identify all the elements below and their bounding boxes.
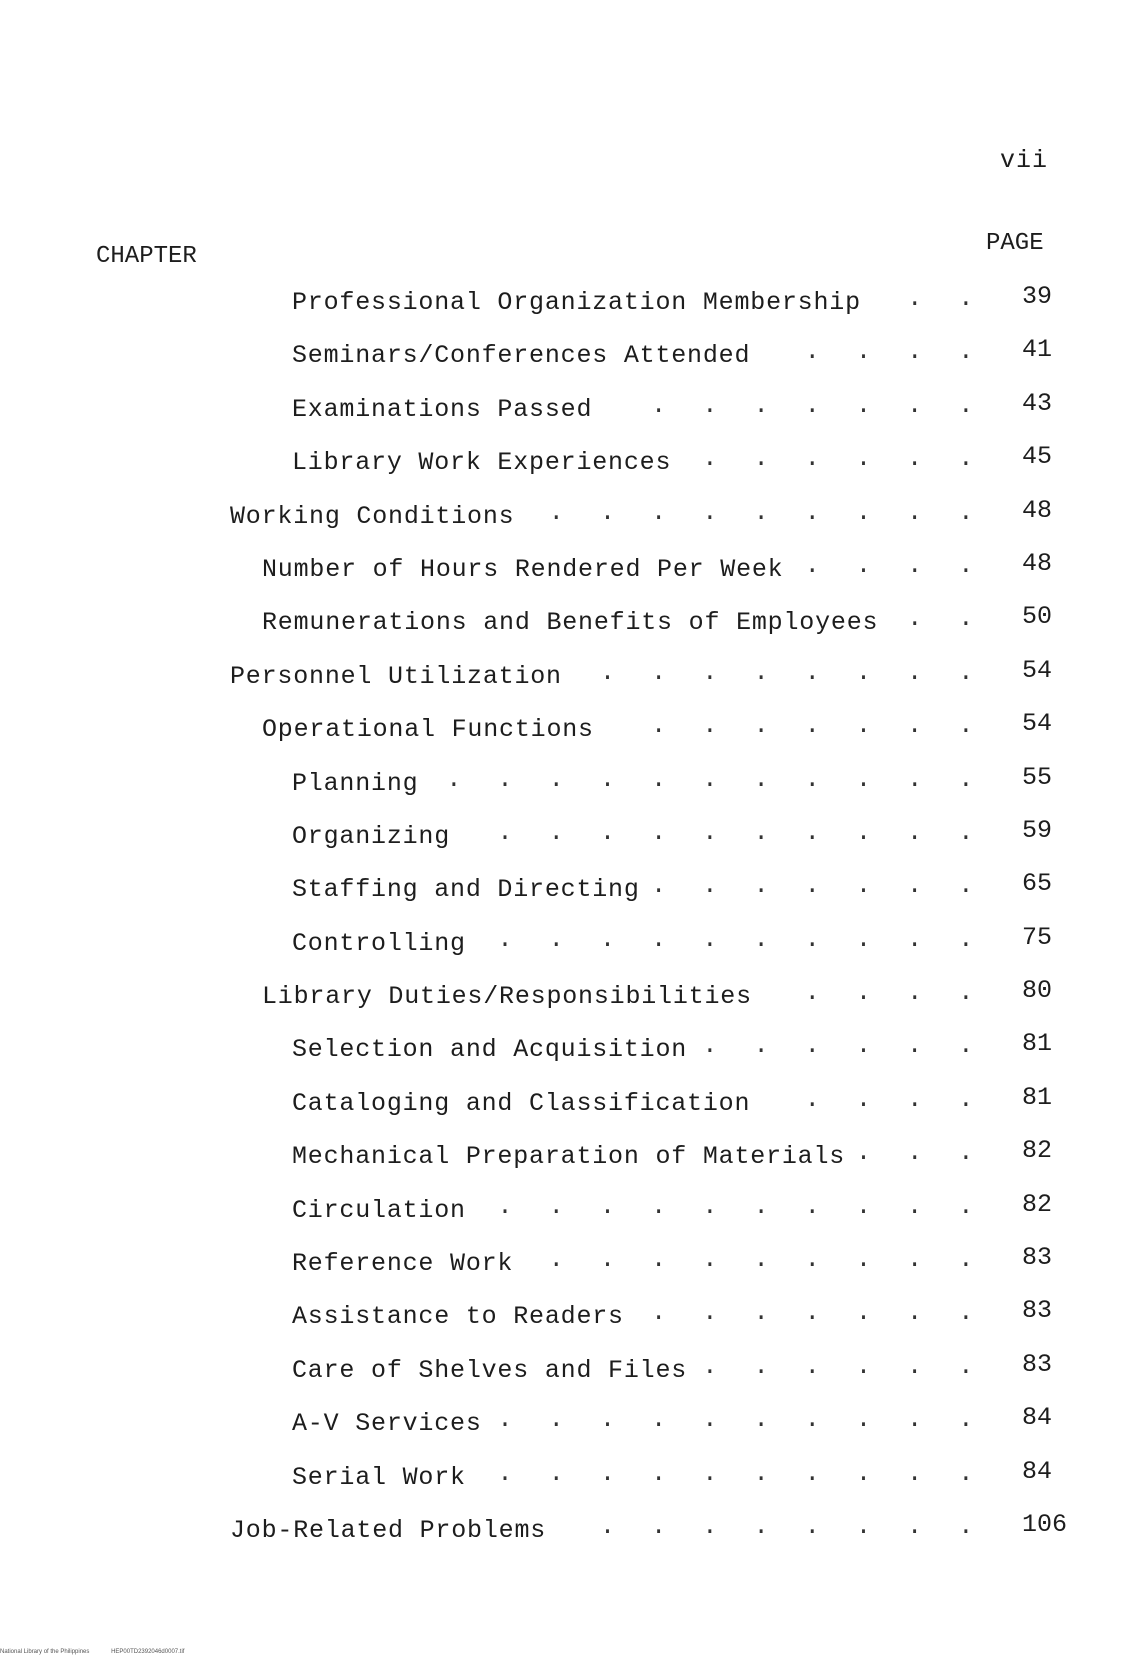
toc-entry[interactable] [0, 1083, 1144, 1136]
dot-leader: . . . . . . . . [599, 657, 984, 687]
dot-leader: . . . . . . . . . . [497, 1191, 984, 1221]
toc-entry-page: 82 [1022, 1189, 1053, 1219]
toc-entry-page: 54 [1022, 655, 1053, 685]
toc-entry-title: Cataloging and Classification [292, 1088, 751, 1118]
toc-entry[interactable] [0, 816, 1144, 869]
dot-leader: . . . . . . [702, 444, 984, 474]
toc-entry[interactable] [0, 549, 1144, 602]
dot-leader: . . . . . . . . . [548, 497, 984, 527]
toc-entry-title: Number of Hours Rendered Per Week [262, 554, 784, 584]
toc-entry-page: 106 [1022, 1509, 1068, 1539]
dot-leader: . . . . . . [702, 1031, 984, 1061]
toc-entry[interactable] [0, 656, 1144, 709]
toc-entry-page: 81 [1022, 1082, 1053, 1112]
dot-leader: . . . . . . . . [599, 1511, 984, 1541]
toc-entry-page: 50 [1022, 602, 1053, 632]
toc-entry[interactable] [0, 282, 1144, 335]
toc-entry-title: Professional Organization Membership [292, 288, 861, 317]
toc-entry-page: 83 [1022, 1243, 1053, 1273]
dot-leader: . . . . . . . [651, 1298, 984, 1328]
toc-entry-title: Care of Shelves and Files [292, 1355, 688, 1385]
toc-entry[interactable] [0, 1243, 1144, 1296]
toc-entry[interactable] [0, 1403, 1144, 1456]
toc-entry[interactable] [0, 1136, 1144, 1189]
dot-leader: . . . . . . . [651, 711, 984, 741]
dot-leader: . . . . . . . . . . [497, 1458, 984, 1488]
toc-entry[interactable] [0, 1510, 1144, 1563]
toc-entry-title: Organizing [292, 821, 451, 851]
toc-entry[interactable] [0, 709, 1144, 762]
dot-leader: . . . . [804, 1084, 984, 1114]
dot-leader: . . . . [804, 337, 984, 367]
toc-entry-page: 83 [1022, 1349, 1053, 1379]
toc-entry-title: Planning [292, 768, 419, 798]
toc-entry-title: Assistance to Readers [292, 1302, 624, 1332]
toc-entry-title: Job-Related Problems [230, 1515, 547, 1545]
dot-leader: . . . . . . . [651, 871, 984, 901]
dot-leader: . . . [855, 1138, 984, 1168]
toc-entry-title: Seminars/Conferences Attended [292, 341, 751, 371]
footer-file-id: HEP00TD2392046d0007.tif [111, 1649, 185, 1655]
table-of-contents [0, 282, 1144, 1563]
toc-entry-title: Personnel Utilization [230, 661, 562, 691]
toc-entry[interactable] [0, 923, 1144, 976]
dot-leader: . . . . . . . . . [548, 1245, 984, 1275]
toc-entry[interactable] [0, 602, 1144, 655]
footer-source: National Library of the Philippines [0, 1649, 90, 1655]
toc-entry-page: 48 [1022, 548, 1053, 578]
toc-entry-page: 65 [1022, 869, 1053, 899]
toc-entry-title: Mechanical Preparation of Materials [292, 1142, 846, 1172]
dot-leader: . . [907, 604, 984, 634]
toc-entry-page: 59 [1022, 815, 1053, 845]
toc-entry-title: Examinations Passed [292, 394, 593, 424]
toc-entry-title: Operational Functions [262, 715, 594, 745]
toc-entry[interactable] [0, 1457, 1144, 1510]
toc-entry-title: Remunerations and Benefits of Employees [262, 608, 879, 638]
toc-entry-page: 41 [1022, 335, 1053, 365]
toc-entry[interactable] [0, 442, 1144, 495]
toc-entry-title: Staffing and Directing [292, 875, 640, 905]
toc-entry-page: 83 [1022, 1296, 1053, 1326]
toc-entry-page: 54 [1022, 709, 1053, 739]
toc-entry-title: Reference Work [292, 1249, 514, 1279]
toc-entry-title: Selection and Acquisition [292, 1035, 688, 1065]
toc-entry-page: 81 [1022, 1029, 1053, 1059]
toc-entry-page: 84 [1022, 1403, 1053, 1433]
toc-entry-page: 55 [1022, 762, 1053, 792]
toc-entry-page: 43 [1022, 388, 1053, 418]
dot-leader: . . . . [804, 550, 984, 580]
toc-entry-page: 45 [1022, 442, 1053, 472]
toc-entry-title: Circulation [292, 1195, 466, 1225]
dot-leader: . . . . [804, 978, 984, 1008]
toc-entry[interactable] [0, 1296, 1144, 1349]
toc-entry[interactable] [0, 1190, 1144, 1243]
toc-entry[interactable] [0, 763, 1144, 816]
toc-entry-title: Serial Work [292, 1462, 466, 1492]
toc-entry-title: A-V Services [292, 1409, 482, 1439]
page-column-header: PAGE [986, 230, 1044, 257]
toc-entry-page: 82 [1022, 1136, 1053, 1166]
dot-leader: . . . . . . . . . . [497, 1405, 984, 1435]
toc-entry-title: Controlling [292, 928, 466, 958]
toc-entry-title: Library Duties/Responsibilities [262, 982, 752, 1012]
page-number: vii [1000, 146, 1049, 175]
dot-leader: . . . . . . . . . . . [446, 764, 984, 794]
toc-entry[interactable] [0, 335, 1144, 388]
toc-entry-page: 84 [1022, 1456, 1053, 1486]
toc-entry-title: Library Work Experiences [292, 448, 672, 478]
toc-entry-page: 75 [1022, 922, 1053, 952]
chapter-column-header: CHAPTER [96, 243, 197, 270]
scan-footer [0, 1649, 204, 1655]
dot-leader: . . . . . . . . . . [497, 924, 984, 954]
toc-entry[interactable] [0, 1350, 1144, 1403]
dot-leader: . . . . . . . . . . [497, 817, 984, 847]
dot-leader: . . . . . . [702, 1351, 984, 1381]
toc-entry-page: 80 [1022, 976, 1053, 1006]
dot-leader: . . . . . . . [651, 390, 984, 420]
toc-entry-title: Working Conditions [230, 501, 515, 531]
toc-entry[interactable] [0, 869, 1144, 922]
toc-entry[interactable] [0, 1029, 1144, 1082]
dot-leader: . . [907, 284, 984, 313]
toc-entry[interactable] [0, 976, 1144, 1029]
toc-entry[interactable] [0, 496, 1144, 549]
toc-entry-page: 48 [1022, 495, 1053, 525]
toc-entry-page: 39 [1022, 282, 1053, 311]
toc-entry[interactable] [0, 389, 1144, 442]
